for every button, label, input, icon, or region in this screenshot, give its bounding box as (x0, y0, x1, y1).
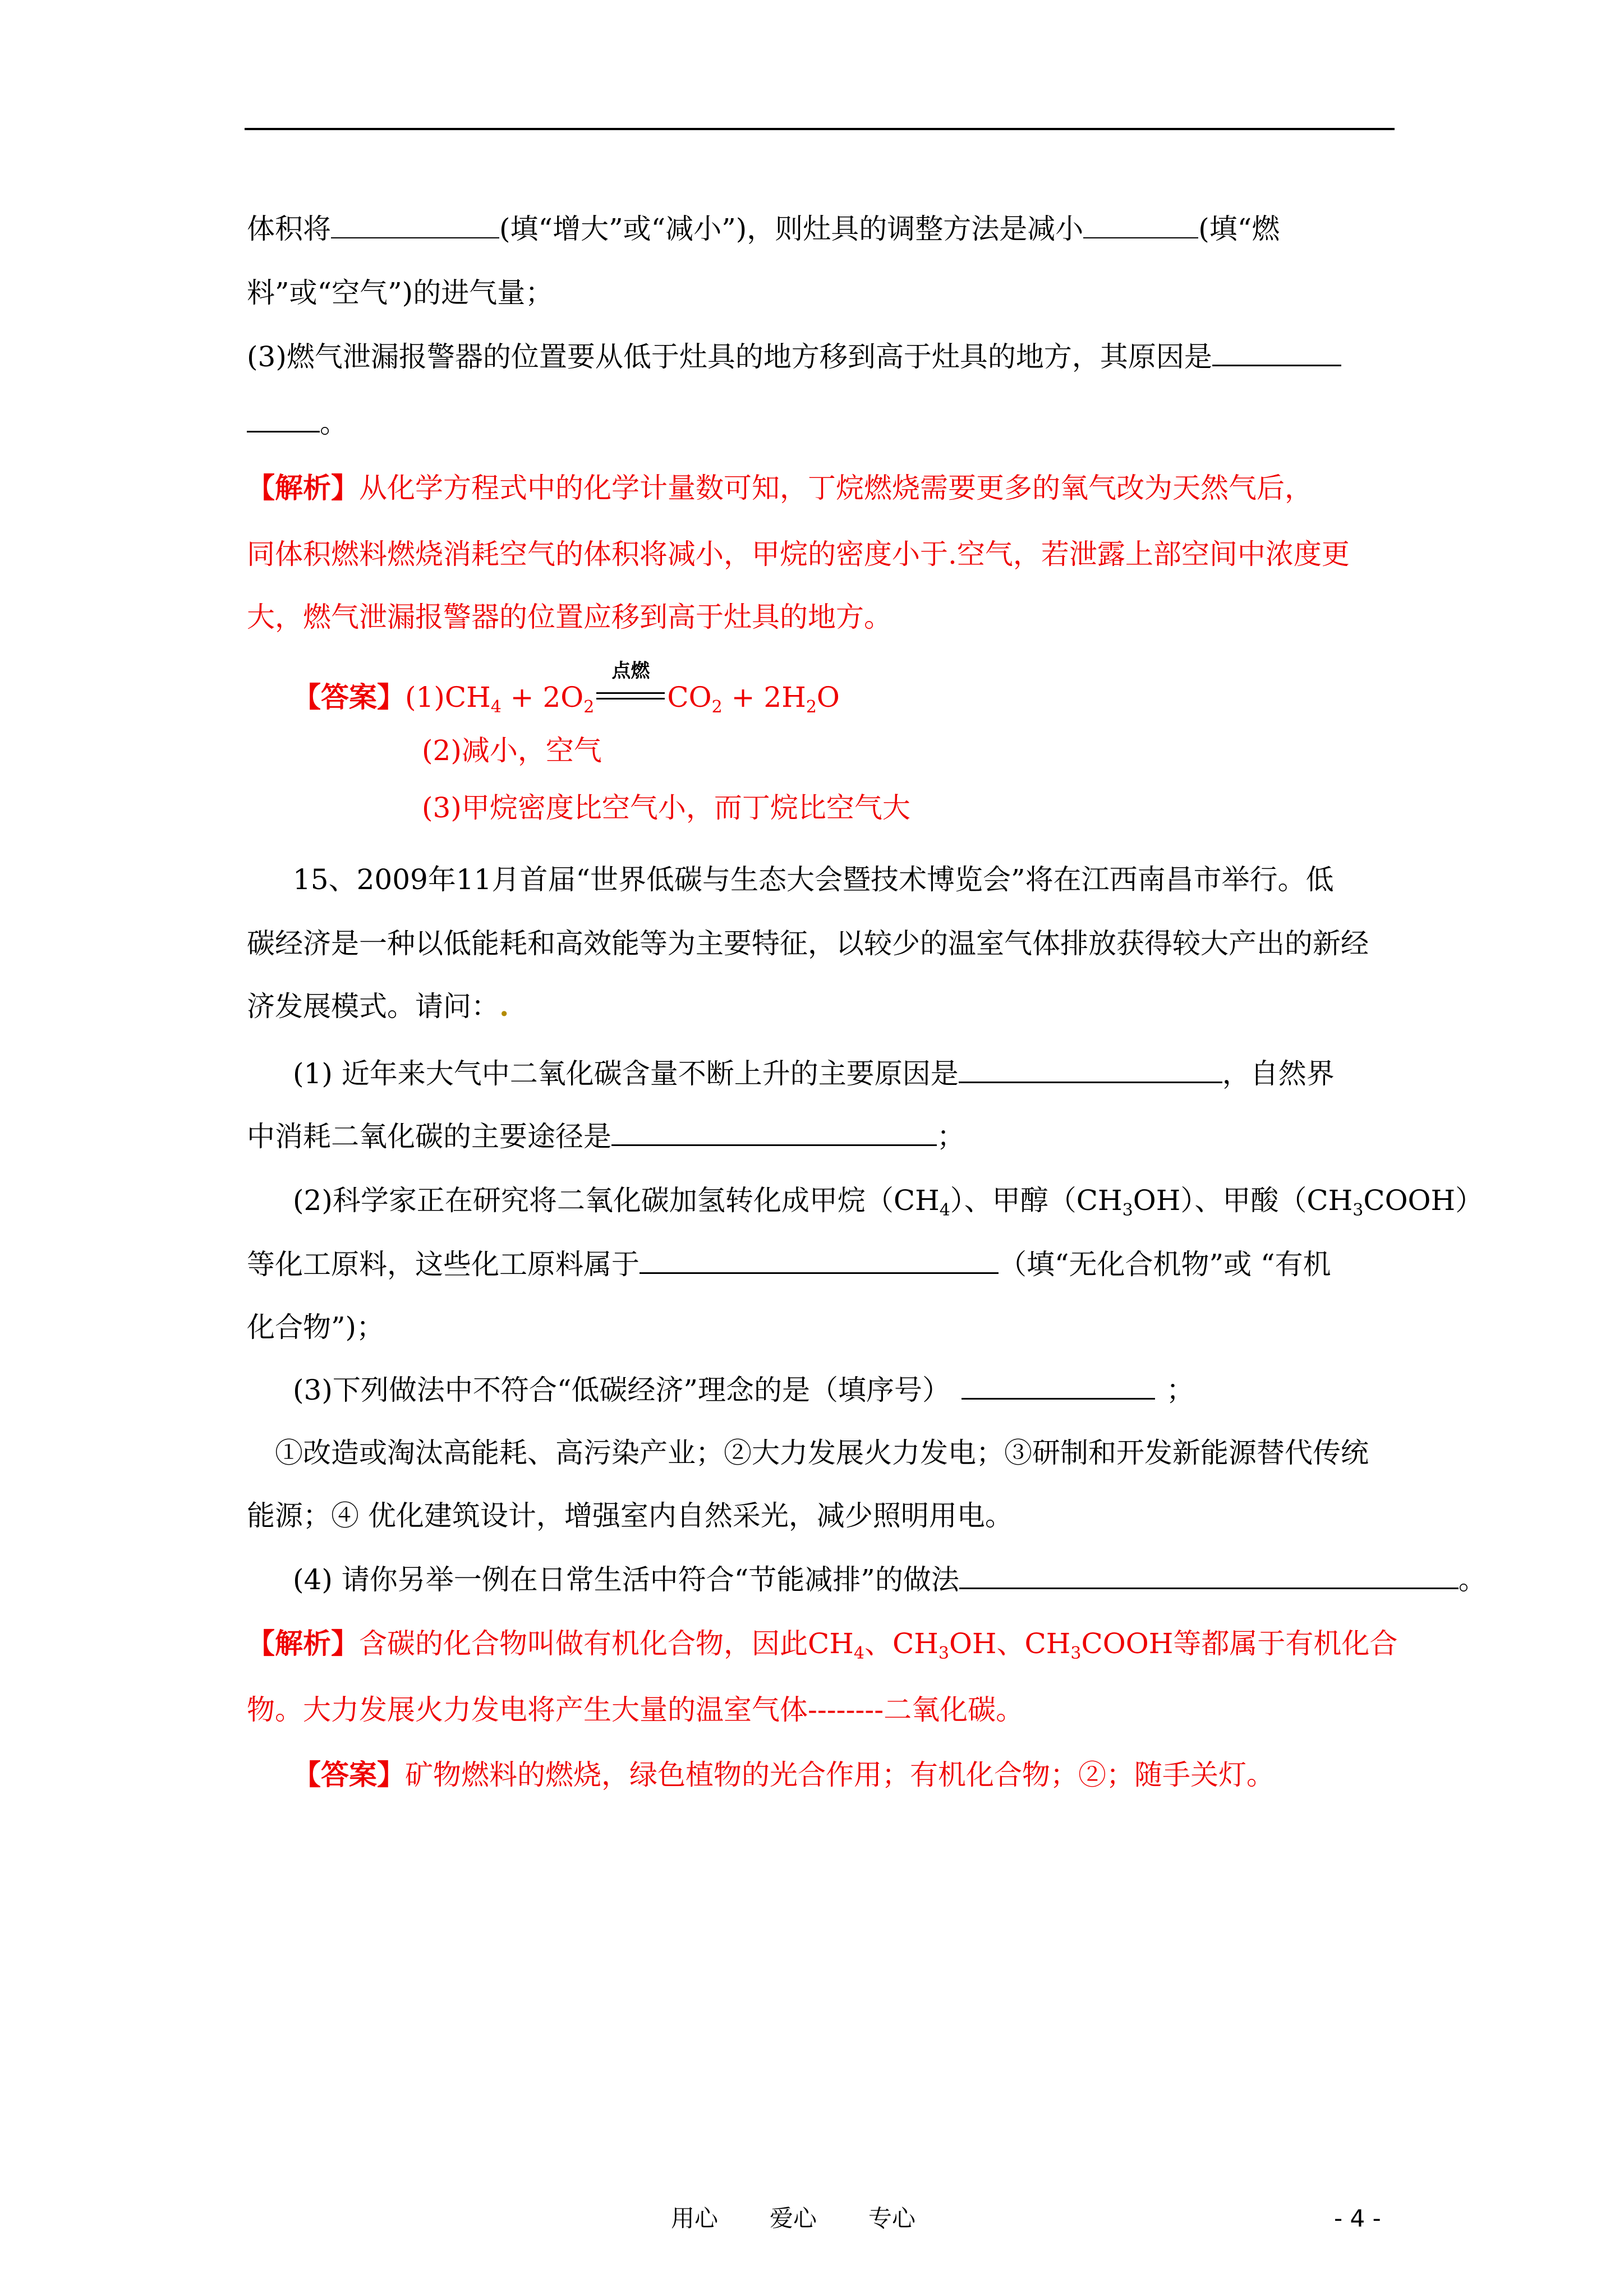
q15-line-3 (247, 990, 509, 1023)
q14-text: (填“增大”或“减小”)，则灶具的调整方法是减小 (499, 213, 1084, 245)
q15-text: ）、甲醇（CH (950, 1184, 1122, 1217)
analysis-1-line-2: 同体积燃料燃烧消耗空气的体积将减小，甲烷的密度小于.空气，若泄露上部空间中浓度更 (247, 538, 1350, 570)
q14-text: (填“燃 (1198, 213, 1280, 245)
reaction-arrow (594, 660, 667, 707)
equation-text: + 2H (722, 681, 806, 714)
answer-blank[interactable] (1212, 340, 1341, 366)
analysis-text: 含碳的化合物叫做有机化合物，因此CH (359, 1627, 854, 1660)
subscript: 4 (939, 1200, 950, 1220)
answer-blank[interactable] (959, 1563, 1459, 1589)
q15-part-1 (293, 1057, 1335, 1091)
q15-text: 。 (1458, 1563, 1487, 1596)
header-rule (245, 128, 1395, 130)
analysis-text: 从化学方程式中的化学计量数可知，丁烷燃烧需要更多的氧气改为天然气后， (359, 472, 1313, 504)
analysis-text: OH、CH (949, 1627, 1071, 1660)
q15-text: ； (937, 1120, 965, 1153)
analysis-1-line-3: 大，燃气泄漏报警器的位置应移到高于灶具的地方。 (247, 601, 892, 633)
q15-part-4 (293, 1563, 1487, 1596)
analysis-1-line-1 (247, 471, 1313, 505)
answer-1-equation (293, 660, 840, 717)
q15-part-2 (293, 1184, 1484, 1220)
subscript: 4 (490, 697, 502, 717)
answer-2 (293, 1758, 1275, 1792)
subscript: 3 (1352, 1200, 1364, 1220)
reaction-condition: 点燃 (611, 660, 650, 682)
answer-blank[interactable] (959, 1057, 1222, 1083)
equation-text: (1)CH (405, 681, 491, 714)
q14-line-4 (247, 406, 348, 440)
analysis-text: 、CH (864, 1627, 938, 1660)
footer-motto-2: 爱心 (770, 2205, 817, 2232)
analysis-text: COOH等都属于有机化合 (1081, 1627, 1398, 1660)
q15-text: COOH） (1363, 1184, 1484, 1217)
q15-text: (2)科学家正在研究将二氧化碳加氢转化成甲烷（CH (293, 1184, 940, 1217)
subscript: 2 (711, 697, 723, 717)
answer-text: 矿物燃料的燃烧，绿色植物的光合作用；有机化合物；②；随手关灯。 (405, 1759, 1275, 1791)
footer-motto-1: 用心 (671, 2205, 719, 2232)
answer-blank[interactable] (961, 1373, 1155, 1400)
answer-blank[interactable] (1083, 213, 1198, 238)
equation-text: CO (667, 681, 712, 714)
equation-text: O (816, 681, 840, 714)
q15-text: (3)下列做法中不符合“低碳经济”理念的是（填序号） (293, 1374, 950, 1406)
q15-text: (4) 请你另举一例在日常生活中符合“节能减排”的做法 (293, 1563, 959, 1596)
q15-text: OH）、甲酸（CH (1133, 1184, 1353, 1217)
q15-text: ，自然界 (1222, 1057, 1335, 1090)
equation-text: + 2O (501, 681, 584, 714)
q14-text: (3)燃气泄漏报警器的位置要从低于灶具的地方移到高于灶具的地方，其原因是 (247, 341, 1212, 373)
subscript: 3 (938, 1644, 949, 1663)
answer-label: 【答案】 (293, 1758, 405, 1791)
q15-text: (1) 近年来大气中二氧化碳含量不断上升的主要原因是 (293, 1057, 959, 1090)
q15-options: ①改造或淘汰高能耗、高污染产业；②大力发展火力发电；③研制和开发新能源替代传统 (275, 1437, 1369, 1469)
stray-dot: . (499, 990, 509, 1023)
q14-line-1 (247, 212, 1280, 246)
q14-text: 体积将 (247, 213, 331, 245)
q15-text: 等化工原料，这些化工原料属于 (247, 1248, 640, 1281)
answer-blank[interactable] (611, 1120, 937, 1146)
answer-label: 【答案】 (293, 680, 405, 714)
footer-motto-3: 专心 (868, 2205, 916, 2232)
answer-blank[interactable] (247, 406, 320, 432)
analysis-2-line-2: 物。大力发展火力发电将产生大量的温室气体--------二氧化碳。 (247, 1694, 1024, 1726)
q14-line-3 (247, 340, 1341, 374)
subscript: 3 (1122, 1200, 1133, 1220)
q15-part-2-end: 化合物”)； (247, 1311, 385, 1343)
answer-blank[interactable] (331, 213, 499, 238)
analysis-label: 【解析】 (247, 471, 359, 504)
q15-text: （填“无化合机物”或 “有机 (999, 1248, 1331, 1281)
q14-text: 。 (320, 407, 348, 439)
answer-blank[interactable] (640, 1248, 999, 1274)
analysis-2-line-1 (247, 1627, 1398, 1663)
subscript: 4 (853, 1644, 864, 1663)
q15-options-cont: 能源；④ 优化建筑设计，增强室内自然采光，减少照明用电。 (247, 1499, 1013, 1532)
subscript: 2 (583, 697, 595, 717)
q15-part-1-cont (247, 1120, 965, 1153)
analysis-label: 【解析】 (247, 1627, 359, 1660)
q15-text: 济发展模式。请问： (247, 990, 499, 1023)
q15-text: ； (1166, 1374, 1194, 1406)
q15-line-1: 15、2009年11月首届“世界低碳与生态大会暨技术博览会”将在江西南昌市举行。低 (293, 863, 1334, 896)
q15-part-2-cont (247, 1248, 1331, 1281)
q15-line-2: 碳经济是一种以低能耗和高效能等为主要特征，以较少的温室气体排放获得较大产出的新经 (247, 927, 1369, 960)
page-number: - 4 - (1334, 2205, 1381, 2232)
answer-1-part-3: (3)甲烷密度比空气小，而丁烷比空气大 (422, 792, 910, 824)
answer-1-part-2: (2)减小，空气 (422, 734, 602, 767)
q15-part-3 (293, 1373, 1194, 1407)
q14-line-2: 料”或“空气”)的进气量； (247, 277, 554, 309)
subscript: 2 (806, 697, 817, 717)
subscript: 3 (1070, 1644, 1082, 1663)
q15-text: 中消耗二氧化碳的主要途径是 (247, 1120, 611, 1153)
